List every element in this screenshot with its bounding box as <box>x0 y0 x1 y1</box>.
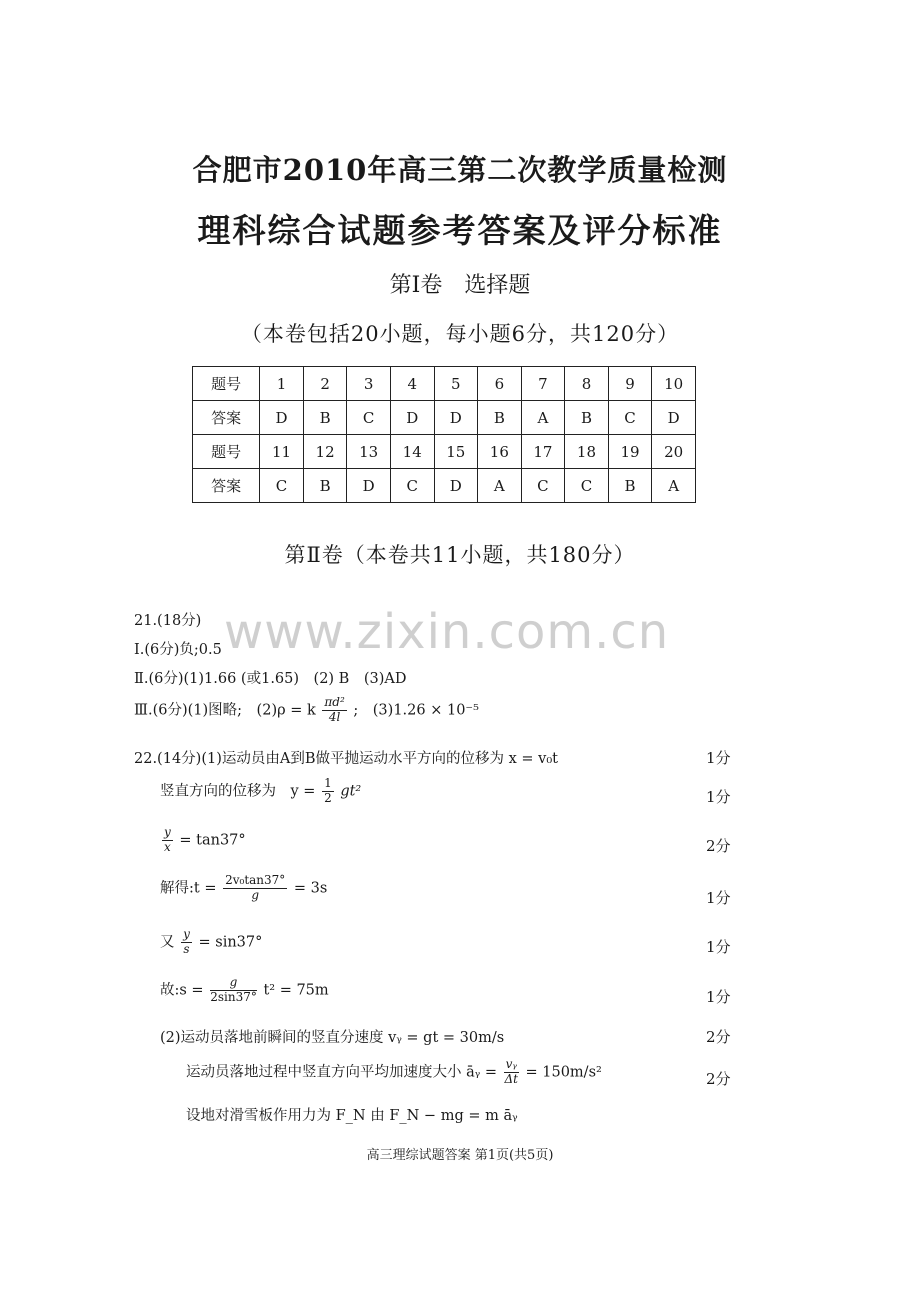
answer-table-cell: C <box>260 469 304 503</box>
document-subtitle: 理科综合试题参考答案及评分标准 <box>197 211 723 250</box>
answer-table-cell: 16 <box>478 435 522 469</box>
q22-line4: 解得:t = $\frac{\text{2v₀tan37°}}{g}$ = 3s <box>160 873 328 902</box>
answer-table-cell: 12 <box>303 435 347 469</box>
q21-part3: Ⅲ.(6分)(1)图略; (2)ρ = k $\frac{\text{πd²}}{4l}$ ; (3)1.26 × 10⁻⁵ <box>134 695 479 724</box>
score-4: 1分 <box>706 889 731 907</box>
score-1: 1分 <box>706 749 731 767</box>
answer-table-cell: B <box>303 401 347 435</box>
section1-note: （本卷包括20小题，每小题6分，共120分） <box>240 322 680 346</box>
q22-line6: 故:s = $\frac{g}{2\sin 37^\circ}$ t² = 75m <box>160 975 329 1004</box>
answer-table-cell: 15 <box>434 435 478 469</box>
q21-part2: Ⅱ.(6分)(1)1.66 (或1.65) (2) B (3)AD <box>134 671 407 687</box>
answer-table-cell: B <box>478 401 522 435</box>
answer-table-cell: 6 <box>478 367 522 401</box>
score-8: 2分 <box>706 1070 731 1088</box>
answer-table-cell: 19 <box>608 435 652 469</box>
answer-table-cell: A <box>521 401 565 435</box>
answer-table-cell: D <box>347 469 391 503</box>
answer-table-cell: 5 <box>434 367 478 401</box>
answer-table-cell: D <box>260 401 304 435</box>
answer-table-row-header: 题号 <box>193 367 260 401</box>
answer-table-cell: 1 <box>260 367 304 401</box>
answer-table-cell: C <box>565 469 609 503</box>
answer-table-cell: 9 <box>608 367 652 401</box>
answer-table-cell: B <box>608 469 652 503</box>
answer-table-cell: B <box>303 469 347 503</box>
score-6: 1分 <box>706 988 731 1006</box>
answer-table-cell: D <box>652 401 696 435</box>
watermark: www.zixin.com.cn <box>224 604 670 660</box>
score-5: 1分 <box>706 938 731 956</box>
q21-fraction: $\frac{\text{πd²}}{4l}$ <box>324 695 345 724</box>
q22-line2: 竖直方向的位移为 y = $\frac{1}{2}$ gt² <box>160 776 362 805</box>
answer-table-row <box>193 367 696 401</box>
answer-table-cell: 3 <box>347 367 391 401</box>
answer-table-cell: A <box>652 469 696 503</box>
q21-part1: Ⅰ.(6分)负;0.5 <box>134 642 222 658</box>
answer-table-cell: 11 <box>260 435 304 469</box>
answer-table-row <box>193 435 696 469</box>
q22-line9: 设地对滑雪板作用力为 F_N 由 F_N − mg = m āᵧ <box>186 1108 518 1124</box>
page-footer: 高三理综试题答案 第1页(共5页) <box>366 1148 554 1163</box>
answer-table-cell: 4 <box>390 367 434 401</box>
answer-table <box>192 366 696 503</box>
section1-heading: 第Ⅰ卷 选择题 <box>389 273 531 298</box>
answer-table-cell: C <box>347 401 391 435</box>
answer-table-cell: D <box>390 401 434 435</box>
answer-table-cell: 17 <box>521 435 565 469</box>
answer-table-cell: 14 <box>390 435 434 469</box>
answer-table-cell: D <box>434 401 478 435</box>
answer-table-row <box>193 401 696 435</box>
document-title: 合肥市2010年高三第二次教学质量检测 <box>192 153 728 187</box>
answer-table-cell: B <box>565 401 609 435</box>
q22-line5: 又 $\frac{y}{s}$ = sin37° <box>160 927 263 956</box>
answer-table-row-header: 答案 <box>193 469 260 503</box>
answer-table-cell: D <box>434 469 478 503</box>
answer-table-row-header: 题号 <box>193 435 260 469</box>
answer-table-cell: 18 <box>565 435 609 469</box>
score-7: 2分 <box>706 1028 731 1046</box>
score-3: 2分 <box>706 837 731 855</box>
answer-table-cell: 20 <box>652 435 696 469</box>
answer-table-cell: 13 <box>347 435 391 469</box>
answer-table-row-header: 答案 <box>193 401 260 435</box>
answer-table-cell: 2 <box>303 367 347 401</box>
q22-line3: $\frac{y}{x}$ = tan37° <box>164 825 246 854</box>
answer-table-row <box>193 469 696 503</box>
answer-table-cell: 7 <box>521 367 565 401</box>
answer-table-cell: C <box>390 469 434 503</box>
q22-line1: 22.(14分)(1)运动员由A到B做平抛运动水平方向的位移为 x = v₀t <box>134 751 558 767</box>
section2-heading: 第Ⅱ卷（本卷共11小题，共180分） <box>284 543 636 567</box>
answer-table-cell: 10 <box>652 367 696 401</box>
q22-line7: (2)运动员落地前瞬间的竖直分速度 vᵧ = gt = 30m/s <box>160 1030 505 1046</box>
score-2: 1分 <box>706 788 731 806</box>
q22-line8: 运动员落地过程中竖直方向平均加速度大小 āᵧ = $\frac{\text{vᵧ}}{\Delta t}$ = 150m/s² <box>186 1057 602 1086</box>
answer-table-cell: A <box>478 469 522 503</box>
answer-table-cell: C <box>608 401 652 435</box>
answer-table-cell: C <box>521 469 565 503</box>
q21-heading: 21.(18分) <box>134 613 202 629</box>
answer-table-cell: 8 <box>565 367 609 401</box>
